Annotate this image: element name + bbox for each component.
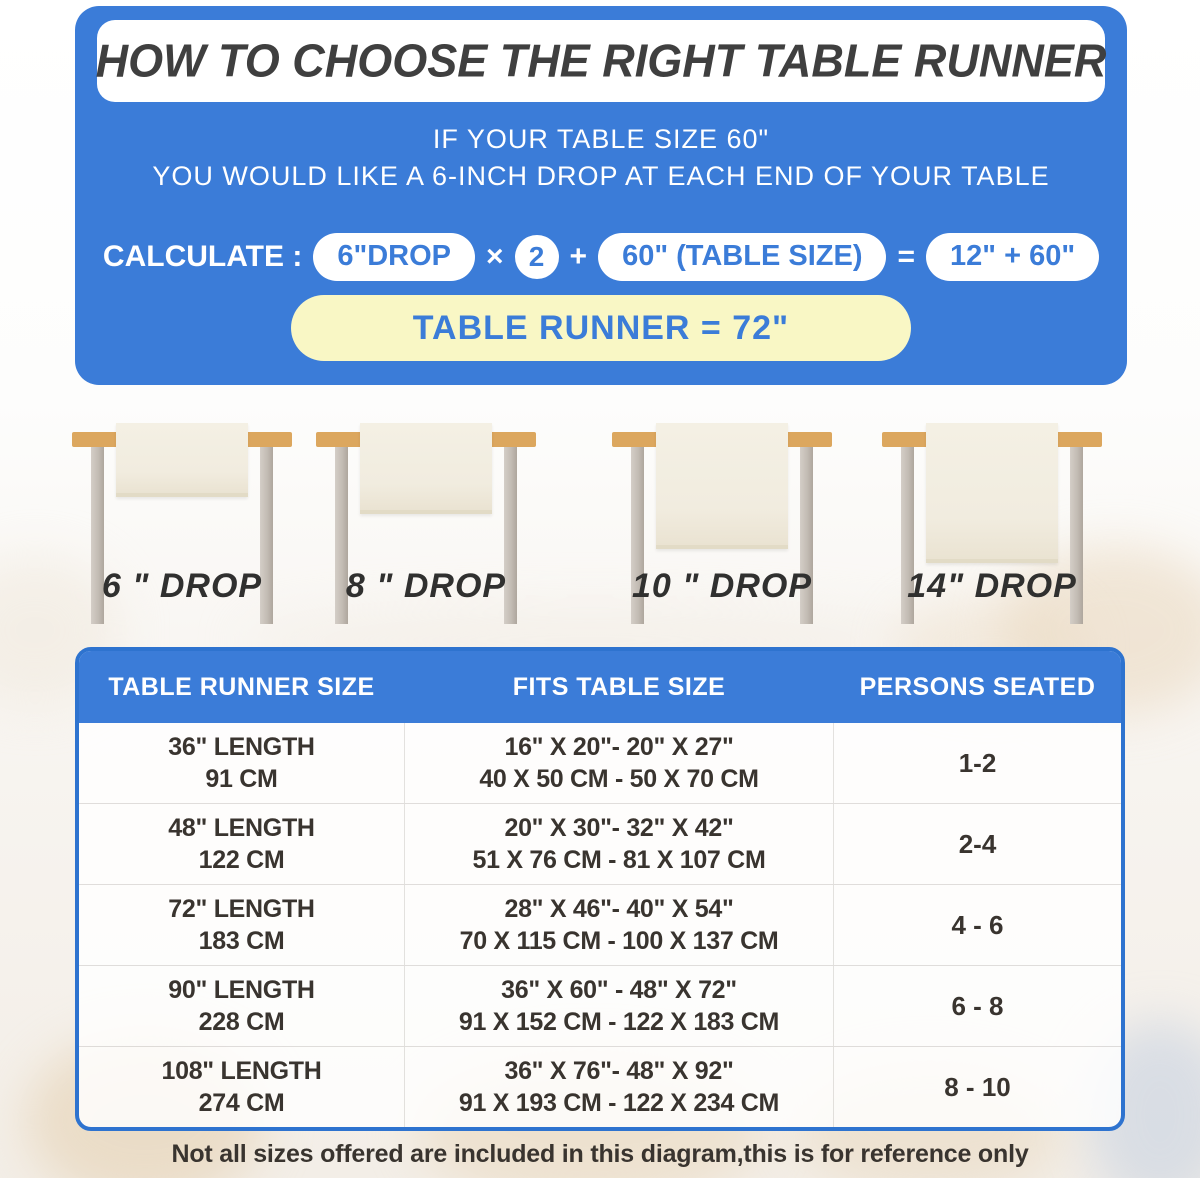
persons-seated-cell: 8 - 10 bbox=[944, 1071, 1011, 1102]
calculation-row bbox=[75, 231, 1127, 283]
column-header-persons-seated: PERSONS SEATED bbox=[859, 672, 1096, 701]
table-row bbox=[79, 884, 1121, 965]
calculate-label: CALCULATE : bbox=[102, 240, 303, 273]
drop-value-pill: 6"DROP bbox=[313, 233, 475, 281]
drop-label: 14" DROP bbox=[907, 567, 1077, 605]
fits-size-cm: 70 X 115 CM - 100 X 137 CM bbox=[459, 927, 779, 955]
fits-table-size-cell bbox=[404, 804, 834, 884]
runner-length-inches: 72" LENGTH bbox=[168, 895, 315, 923]
runner-size-cell bbox=[79, 731, 404, 795]
fits-size-inches: 36" X 76"- 48" X 92" bbox=[504, 1057, 734, 1085]
fits-table-size-cell bbox=[404, 966, 834, 1046]
runner-length-inches: 108" LENGTH bbox=[161, 1057, 322, 1085]
fits-size-cm: 40 X 50 CM - 50 X 70 CM bbox=[479, 765, 759, 793]
table-size-pill: 60" (TABLE SIZE) bbox=[598, 233, 886, 281]
runner-length-cm: 274 CM bbox=[198, 1089, 285, 1117]
times-sign: × bbox=[486, 240, 504, 273]
subtitle-line1: IF YOUR TABLE SIZE 60" bbox=[432, 124, 770, 154]
footer-note: Not all sizes offered are included in this diagram,this is for reference only bbox=[171, 1140, 1029, 1168]
equals-sign: = bbox=[897, 240, 916, 273]
persons-seated-cell: 4 - 6 bbox=[951, 909, 1004, 940]
drop-label: 6 " DROP bbox=[101, 567, 263, 605]
persons-seated-cell: 2-4 bbox=[958, 828, 997, 859]
column-header-fits-table-size: FITS TABLE SIZE bbox=[512, 672, 726, 701]
fits-size-cm: 91 X 193 CM - 122 X 234 CM bbox=[458, 1089, 780, 1117]
fits-size-cm: 91 X 152 CM - 122 X 183 CM bbox=[458, 1008, 780, 1036]
drop-label: 10 " DROP bbox=[631, 567, 813, 605]
result-banner-text: TABLE RUNNER = 72" bbox=[412, 308, 790, 347]
table-runner-cloth bbox=[926, 423, 1058, 563]
drop-examples-row bbox=[0, 420, 1200, 638]
table-row bbox=[79, 723, 1121, 803]
multiplier-badge: 2 bbox=[515, 235, 559, 279]
fits-size-cm: 51 X 76 CM - 81 X 107 CM bbox=[472, 846, 766, 874]
table-row bbox=[79, 1046, 1121, 1127]
sum-pill: 12" + 60" bbox=[926, 233, 1099, 281]
size-chart-header bbox=[79, 651, 1121, 723]
drop-example-8in bbox=[316, 420, 536, 638]
runner-length-inches: 36" LENGTH bbox=[168, 733, 315, 761]
runner-size-cell bbox=[79, 893, 404, 957]
page-title: HOW TO CHOOSE THE RIGHT TABLE RUNNER bbox=[95, 33, 1107, 87]
fits-size-inches: 28" X 46"- 40" X 54" bbox=[504, 895, 734, 923]
fits-table-size-cell bbox=[404, 1047, 834, 1127]
runner-size-cell bbox=[79, 1055, 404, 1119]
runner-length-cm: 91 CM bbox=[205, 765, 278, 793]
fits-size-inches: 16" X 20"- 20" X 27" bbox=[504, 733, 734, 761]
table-row bbox=[79, 803, 1121, 884]
plus-sign: + bbox=[569, 240, 588, 273]
fits-size-inches: 36" X 60" - 48" X 72" bbox=[501, 976, 737, 1004]
runner-length-cm: 183 CM bbox=[198, 927, 285, 955]
title-bar bbox=[97, 20, 1105, 102]
fits-table-size-cell bbox=[404, 723, 834, 803]
column-header-runner-size: TABLE RUNNER SIZE bbox=[108, 672, 375, 701]
persons-seated-cell: 1-2 bbox=[958, 747, 997, 778]
drop-example-10in bbox=[612, 420, 832, 638]
runner-size-cell bbox=[79, 974, 404, 1038]
runner-length-inches: 48" LENGTH bbox=[168, 814, 315, 842]
result-banner bbox=[291, 295, 911, 361]
fits-size-inches: 20" X 30"- 32" X 42" bbox=[504, 814, 734, 842]
size-chart-body bbox=[79, 723, 1121, 1127]
drop-example-6in bbox=[72, 420, 292, 638]
runner-length-cm: 228 CM bbox=[198, 1008, 285, 1036]
table-row bbox=[79, 965, 1121, 1046]
hero-panel bbox=[75, 6, 1127, 385]
subtitle-line2: YOU WOULD LIKE A 6-INCH DROP AT EACH END OF YOUR TABLE bbox=[152, 161, 1050, 191]
size-chart-panel bbox=[75, 647, 1125, 1131]
runner-length-cm: 122 CM bbox=[198, 846, 285, 874]
persons-seated-cell: 6 - 8 bbox=[951, 990, 1004, 1021]
drop-label: 8 " DROP bbox=[345, 567, 507, 605]
table-runner-cloth bbox=[656, 423, 788, 549]
table-runner-cloth bbox=[116, 423, 248, 497]
table-runner-cloth bbox=[360, 423, 492, 514]
drop-example-14in bbox=[882, 420, 1102, 638]
fits-table-size-cell bbox=[404, 885, 834, 965]
runner-length-inches: 90" LENGTH bbox=[168, 976, 315, 1004]
runner-size-cell bbox=[79, 812, 404, 876]
